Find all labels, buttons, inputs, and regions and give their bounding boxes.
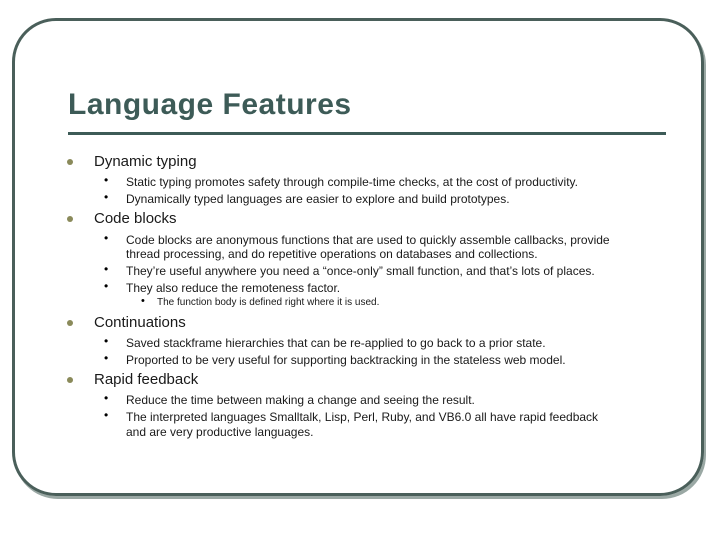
title-underline (68, 132, 666, 135)
sub-sub-bullet: • (141, 295, 145, 307)
point-text-continued: thread processing, and do repetitive operations on databases and collections. (126, 247, 538, 261)
section-heading-code-blocks: Code blocks (94, 210, 177, 227)
sub-bullet: • (104, 279, 109, 293)
sub-bullet: • (104, 408, 109, 422)
section-heading-rapid-feedback: Rapid feedback (94, 371, 199, 388)
bullet-dot (67, 377, 73, 383)
bullet-dot (67, 216, 73, 222)
point-text-continued: and are very productive languages. (126, 425, 314, 439)
sub-bullet: • (104, 262, 109, 276)
point-text: Proported to be very useful for supporting backtracking in the stateless web model. (126, 353, 566, 367)
section-heading-dynamic-typing: Dynamic typing (94, 153, 197, 170)
sub-bullet: • (104, 173, 109, 187)
sub-bullet: • (104, 391, 109, 405)
sub-bullet: • (104, 334, 109, 348)
bullet-dot (67, 159, 73, 165)
sub-bullet: • (104, 190, 109, 204)
point-text: They’re useful anywhere you need a “once-only” small function, and that’s lots of places. (126, 264, 595, 278)
section-heading-continuations: Continuations (94, 314, 186, 331)
point-text: Reduce the time between making a change and seeing the result. (126, 393, 475, 407)
point-text: Code blocks are anonymous functions that are used to quickly assemble callbacks, provide (126, 233, 610, 247)
slide-title: Language Features (68, 88, 352, 121)
point-text: Dynamically typed languages are easier to explore and build prototypes. (126, 192, 510, 206)
point-text: The interpreted languages Smalltalk, Lisp, Perl, Ruby, and VB6.0 all have rapid feedback (126, 410, 599, 424)
bullet-dot (67, 320, 73, 326)
sub-bullet: • (104, 231, 109, 245)
subpoint-text: The function body is defined right where it is used. (157, 297, 380, 308)
point-text: Static typing promotes safety through compile-time checks, at the cost of productivity. (126, 175, 578, 189)
sub-bullet: • (104, 351, 109, 365)
point-text: Saved stackframe hierarchies that can be re-applied to go back to a prior state. (126, 336, 546, 350)
point-text: They also reduce the remoteness factor. (126, 281, 341, 295)
